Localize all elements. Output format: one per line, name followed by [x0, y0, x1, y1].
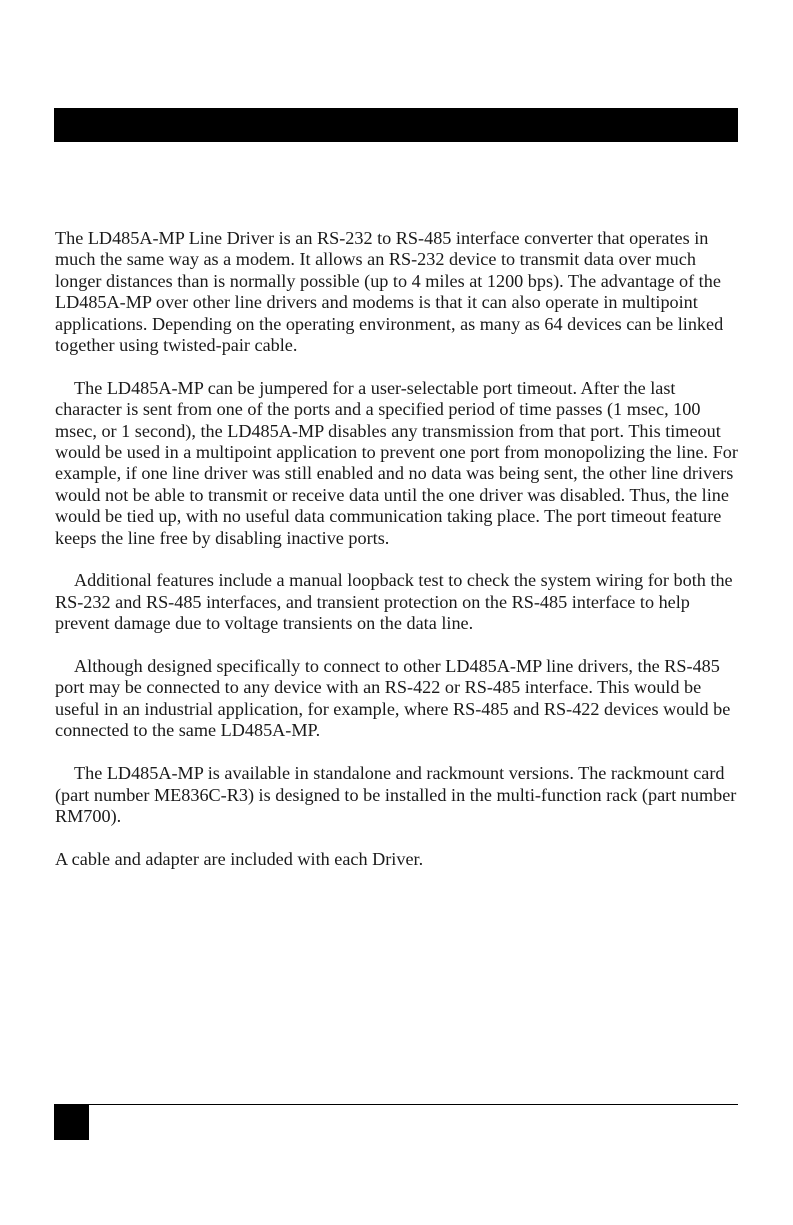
footer-rule: [54, 1104, 738, 1105]
paragraph-overview: The LD485A-MP Line Driver is an RS-232 to RS-485 interface converter that operates in much the same way as a modem. It allows an RS-232 device to transmit data over much longer distances than is normally possible (up to 4 miles at 1200 bps). The advantage of the LD485A-MP over other line drivers and modems is that it can also operate in multipoint applications. Depending on the operating environment, as many as 64 devices can be linked together using twisted-pair cable.: [55, 228, 724, 356]
paragraph-compatibility: Although designed specifically to connect to other LD485A-MP line drivers, the RS-485 port may be connected to any device with an RS-422 or RS-485 interface. This would be useful in an industrial application, for example, where RS-485 and RS-422 devices would be connected to the same LD485A-MP.: [55, 656, 731, 741]
paragraph-included-items: A cable and adapter are included with each Driver.: [55, 848, 424, 869]
body-text: [55, 228, 739, 892]
paragraph-port-timeout: The LD485A-MP can be jumpered for a user-selectable port timeout. After the last character is sent from one of the ports and a specified period of time passes (1 msec, 100 msec, or 1 second), the LD485A-MP disables any transmission from that port. This timeout would be used in a multipoint application to prevent one port from monopolizing the line. For example, if one line driver was still enabled and no data was being sent, the other line drivers would not be able to transmit or receive data until the one driver was disabled. Thus, the line would be tied up, with no useful data communication taking place. The port timeout feature keeps the line free by disabling inactive ports.: [55, 377, 738, 548]
section-header-bar: [54, 108, 738, 142]
paragraph-additional-features: Additional features include a manual loopback test to check the system wiring for both the RS-232 and RS-485 interfaces, and transient protection on the RS-485 interface to help prevent damage due to voltage transients on the data line.: [55, 570, 733, 634]
page-number-tab: [54, 1104, 89, 1140]
paragraph-versions: The LD485A-MP is available in standalone and rackmount versions. The rackmount card (part number ME836C-R3) is designed to be installed in the multi-function rack (part number RM700).: [55, 763, 737, 826]
